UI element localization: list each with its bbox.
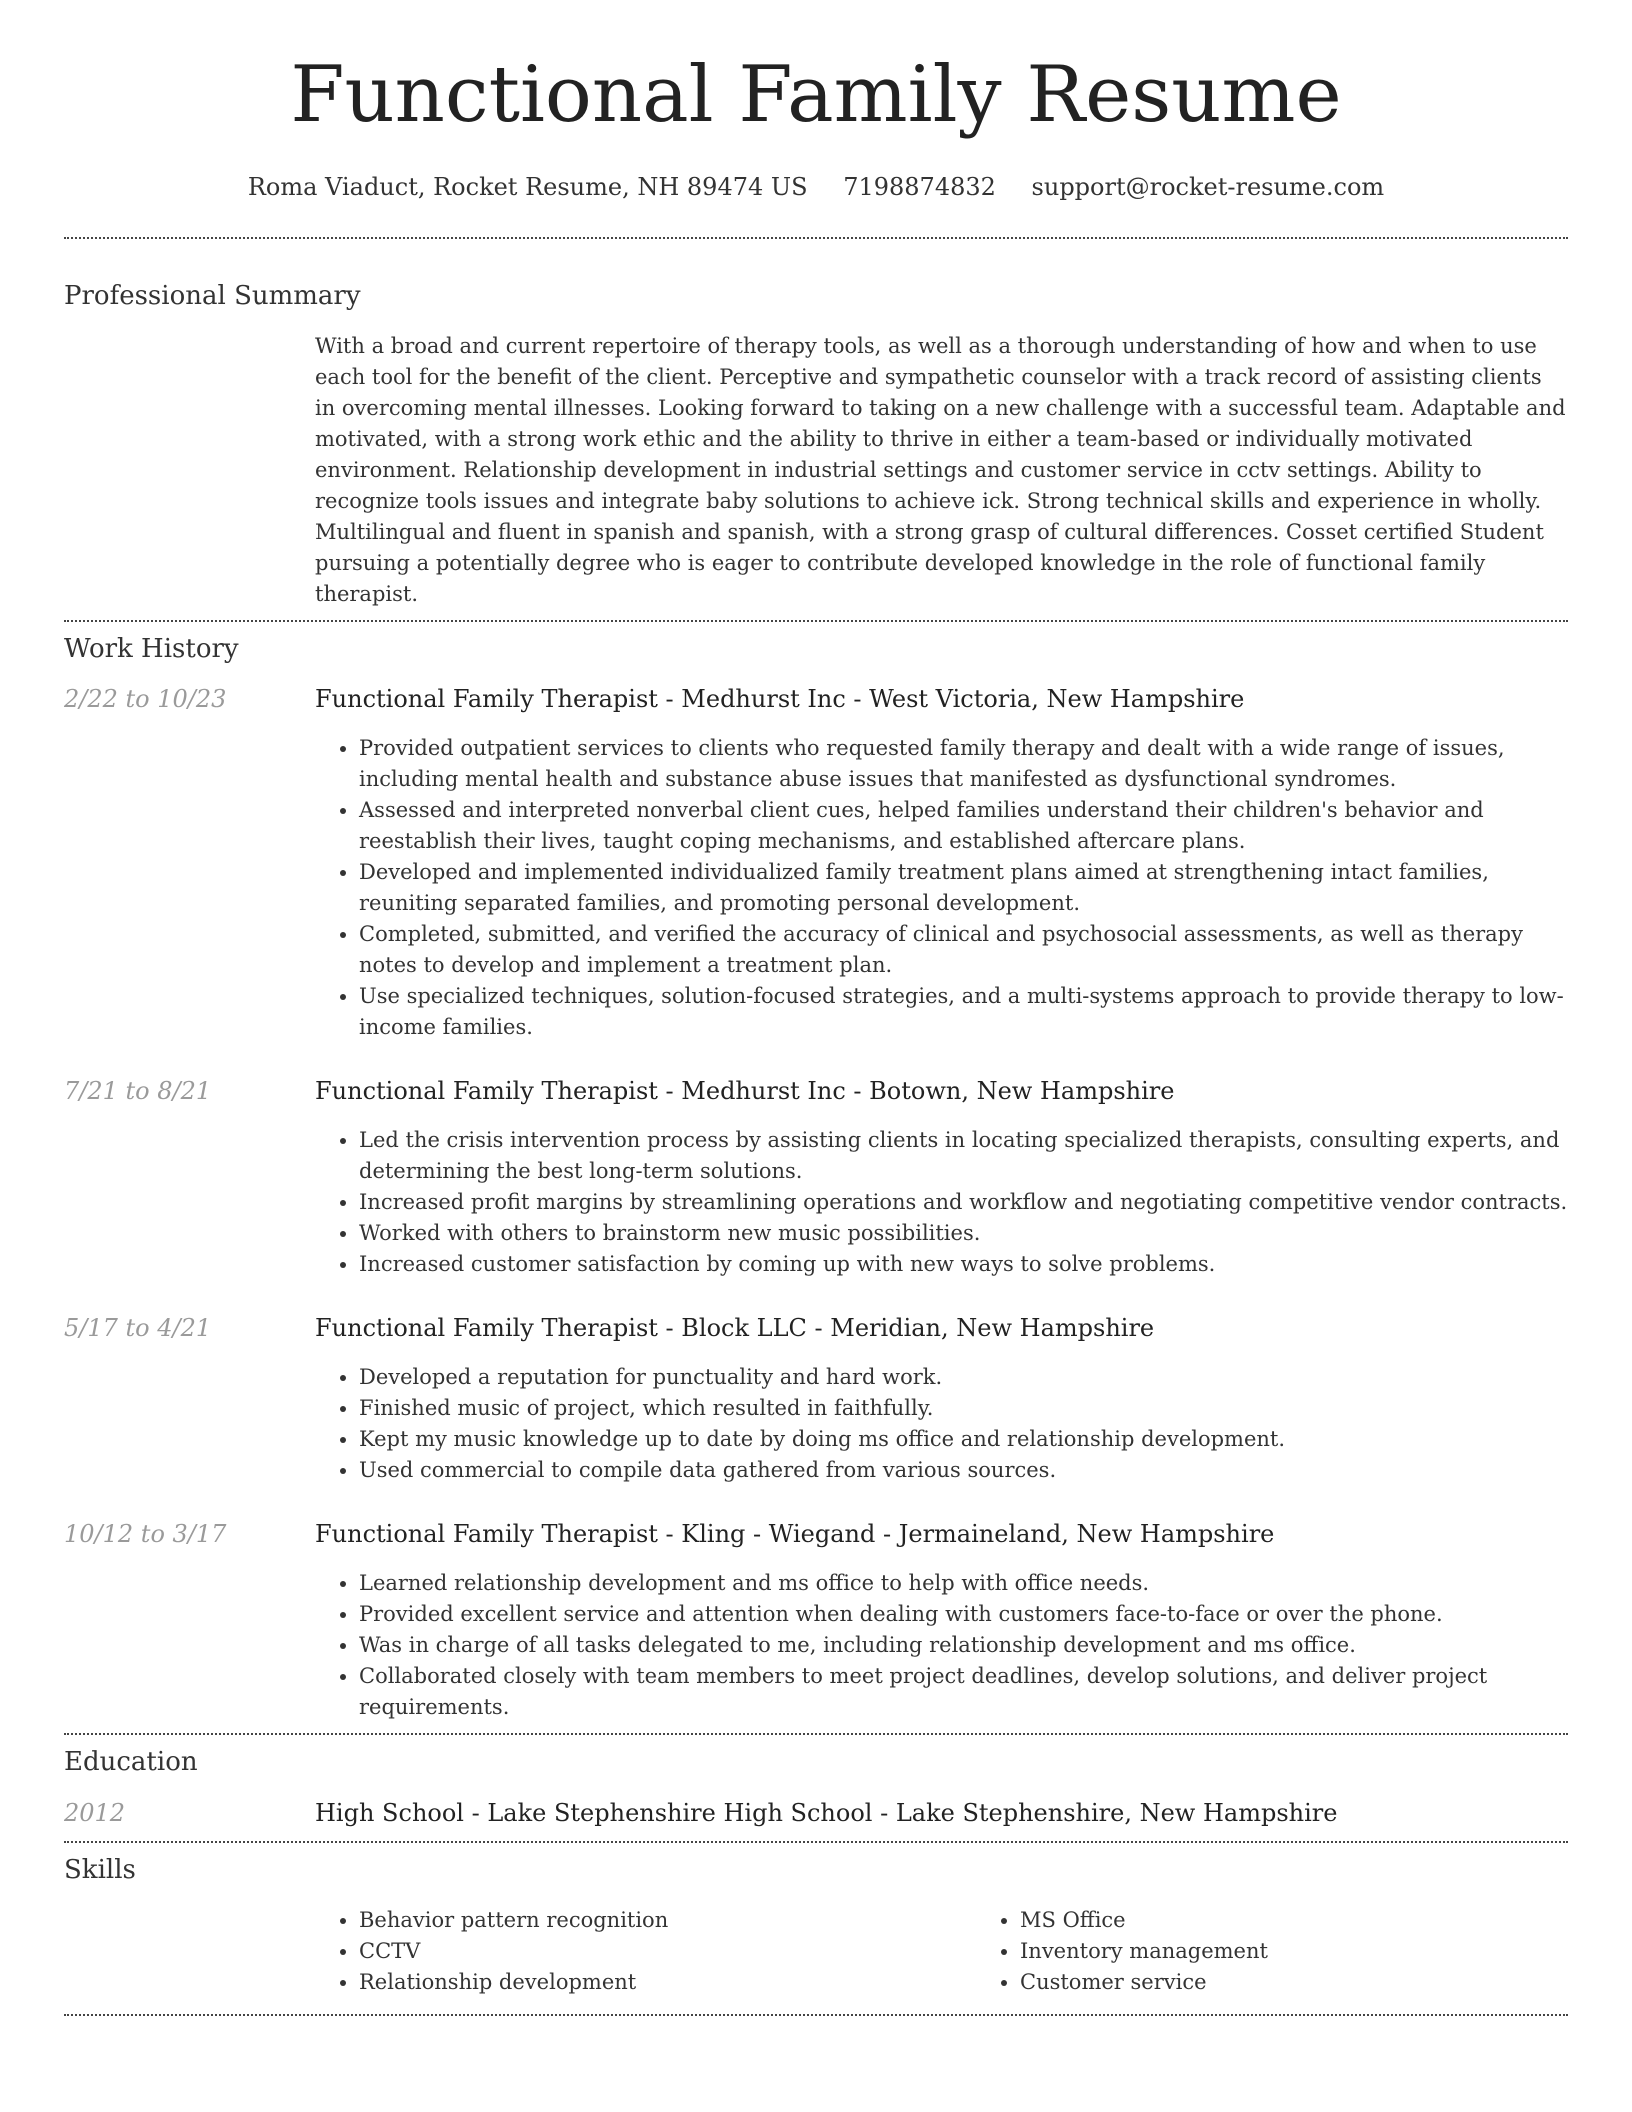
summary-section — [64, 331, 1568, 610]
job-entry — [64, 685, 1568, 1043]
job-bullet: • Developed and implemented individualized family treatment plans aimed at strengthening intact families, reuniting separated families, and promoting personal development. — [359, 857, 1568, 919]
skill-item: • Relationship development — [359, 1967, 976, 1998]
job-bullet: • Use specialized techniques, solution-focused strategies, and a multi-systems approach to provide therapy to low-income families. — [359, 981, 1568, 1043]
divider — [64, 2014, 1568, 2016]
summary-heading: Professional Summary — [64, 281, 361, 312]
contact-email: support@rocket-resume.com — [1031, 173, 1385, 202]
job-bullet: • Learned relationship development and ms office to help with office needs. — [359, 1568, 1568, 1599]
skills-heading: Skills — [64, 1855, 136, 1886]
summary-text: With a broad and current repertoire of therapy tools, as well as a thorough understanding of how and when to use each tool for the benefit of the client. Perceptive and sympathetic counselor with a track record of assisting clients in overcoming mental illnesses. Looking forward to taking on a new challenge with a successful team. Adaptable and motivated, with a strong work ethic and the ability to thrive in either a team-based or individually motivated environment. Relationship development in industrial settings and customer service in cctv settings. Ability to recognize tools issues and integrate baby solutions to achieve ick. Strong technical skills and experience in wholly. Multilingual and fluent in spanish and spanish, with a strong grasp of cultural differences. Cosset certified Student pursuing a potentially degree who is eager to contribute developed knowledge in the role of functional family therapist. — [315, 334, 1566, 607]
skill-item: • Behavior pattern recognition — [359, 1905, 976, 1936]
job-bullet: • Increased customer satisfaction by coming up with new ways to solve problems. — [359, 1249, 1568, 1280]
job-bullet: • Collaborated closely with team members to meet project deadlines, develop solutions, and deliver project requirements. — [359, 1661, 1568, 1723]
skills-list-right — [976, 1905, 1632, 1998]
divider — [64, 1733, 1568, 1735]
contact-address: Roma Viaduct, Rocket Resume, NH 89474 US — [247, 173, 808, 202]
job-dates: 2/22 to 10/23 — [64, 685, 227, 714]
job-bullet: • Provided excellent service and attention when dealing with customers face-to-face or over the phone. — [359, 1599, 1568, 1630]
job-bullets — [315, 1568, 1568, 1723]
contact-line — [64, 173, 1568, 201]
job-entry — [64, 1314, 1568, 1486]
job-bullet: • Developed a reputation for punctuality and hard work. — [359, 1362, 1568, 1393]
job-bullet: • Increased profit margins by streamlining operations and workflow and negotiating competitive vendor contracts. — [359, 1187, 1568, 1218]
job-bullet: • Finished music of project, which resulted in faithfully. — [359, 1393, 1568, 1424]
work-history-heading: Work History — [64, 634, 239, 665]
job-dates: 7/21 to 8/21 — [64, 1077, 212, 1106]
education-year: 2012 — [64, 1799, 126, 1828]
divider — [64, 1841, 1568, 1843]
job-bullets — [315, 1362, 1568, 1486]
job-entry — [64, 1520, 1568, 1723]
skill-item: • CCTV — [359, 1936, 976, 1967]
job-bullets — [315, 733, 1568, 1043]
skill-item: • MS Office — [1020, 1905, 1632, 1936]
skills-section — [64, 1905, 1568, 1998]
job-bullets — [315, 1125, 1568, 1280]
contact-phone: 7198874832 — [843, 173, 996, 202]
job-bullet: • Was in charge of all tasks delegated to me, including relationship development and ms office. — [359, 1630, 1568, 1661]
job-bullet: • Used commercial to compile data gathered from various sources. — [359, 1455, 1568, 1486]
job-dates: 5/17 to 4/21 — [64, 1314, 212, 1343]
skills-list-left — [315, 1905, 976, 1998]
job-bullet: • Worked with others to brainstorm new music possibilities. — [359, 1218, 1568, 1249]
resume-title: Functional Family Resume — [290, 50, 1342, 140]
job-title: Functional Family Therapist - Medhurst Inc - West Victoria, New Hampshire — [315, 685, 1245, 714]
job-dates: 10/12 to 3/17 — [64, 1520, 227, 1549]
job-bullet: • Assessed and interpreted nonverbal client cues, helped families understand their children's behavior and reestablish their lives, taught coping mechanisms, and established aftercare plans. — [359, 795, 1568, 857]
skill-item: • Customer service — [1020, 1967, 1632, 1998]
divider — [64, 620, 1568, 622]
job-bullet: • Led the crisis intervention process by assisting clients in locating specialized therapists, consulting experts, and determining the best long-term solutions. — [359, 1125, 1568, 1187]
skill-item: • Inventory management — [1020, 1936, 1632, 1967]
education-title: High School - Lake Stephenshire High School - Lake Stephenshire, New Hampshire — [315, 1799, 1338, 1828]
job-title: Functional Family Therapist - Block LLC - Meridian, New Hampshire — [315, 1314, 1155, 1343]
education-heading: Education — [64, 1747, 198, 1778]
job-entry — [64, 1077, 1568, 1280]
divider — [64, 237, 1568, 239]
job-title: Functional Family Therapist - Medhurst Inc - Botown, New Hampshire — [315, 1077, 1175, 1106]
job-bullet: • Kept my music knowledge up to date by doing ms office and relationship development. — [359, 1424, 1568, 1455]
education-entry — [64, 1799, 1568, 1827]
job-bullet: • Provided outpatient services to clients who requested family therapy and dealt with a wide range of issues, including mental health and substance abuse issues that manifested as dysfunctional syndromes. — [359, 733, 1568, 795]
job-bullet: • Completed, submitted, and verified the accuracy of clinical and psychosocial assessments, as well as therapy notes to develop and implement a treatment plan. — [359, 919, 1568, 981]
job-title: Functional Family Therapist - Kling - Wiegand - Jermaineland, New Hampshire — [315, 1520, 1275, 1549]
